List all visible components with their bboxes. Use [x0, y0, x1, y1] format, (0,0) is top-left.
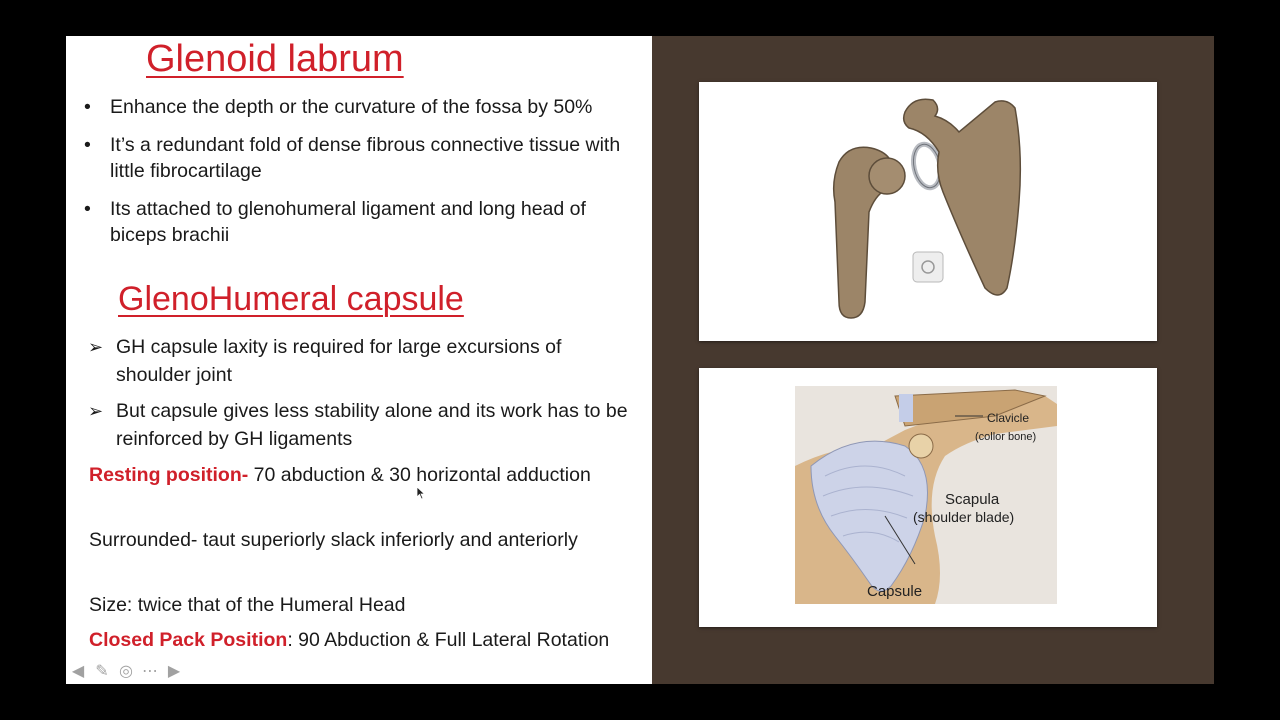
- image-panel: [652, 36, 1214, 684]
- previous-slide-icon[interactable]: ◀: [71, 663, 85, 680]
- slide-navigation: [66, 659, 198, 683]
- list-item: ➢ But capsule gives less stability alone and its work has to be reinforced by GH ligaments: [88, 397, 628, 453]
- shoulder-capsule-illustration: [795, 386, 1057, 604]
- pen-tool-icon[interactable]: ✎: [95, 663, 109, 680]
- shoulder-blade-label: (shoulder blade): [913, 509, 1015, 525]
- menu-icon[interactable]: ⋯: [142, 663, 158, 680]
- resting-position-text: Resting position- 70 abduction & 30 horizontal adduction: [89, 464, 591, 486]
- list-item: ➢ GH capsule laxity is required for large excursions of shoulder joint: [88, 333, 628, 389]
- size-text: Size: twice that of the Humeral Head: [89, 594, 406, 616]
- arrow-bullet-icon: ➢: [88, 401, 104, 421]
- bullet-dot-icon: •: [84, 134, 91, 156]
- image-placeholder-icon: [913, 252, 943, 282]
- glenoid-labrum-figure: [699, 82, 1157, 341]
- capsule-figure: [699, 368, 1157, 627]
- surrounded-text: Surrounded- taut superiorly slack inferiorly and anteriorly: [89, 529, 578, 551]
- list-item: • Its attached to glenohumeral ligament and long head of biceps brachii: [84, 198, 586, 246]
- capsule-bullet-list: [88, 333, 628, 461]
- list-item: • It’s a redundant fold of dense fibrous connective tissue with little fibrocartilage: [84, 134, 621, 182]
- clavicle-label: Clavicle: [987, 411, 1030, 425]
- shoulder-bones-illustration: [809, 92, 1049, 332]
- arrow-bullet-icon: ➢: [88, 337, 104, 357]
- scapula-label: Scapula: [945, 491, 1000, 508]
- zoom-icon[interactable]: ◎: [119, 663, 133, 680]
- mouse-cursor-icon: [416, 486, 426, 500]
- list-item: • Enhance the depth or the curvature of the fossa by 50%: [84, 96, 593, 118]
- collar-bone-label: (collor bone): [975, 431, 1037, 443]
- labrum-bullet-list: [84, 94, 624, 260]
- title-glenoid-labrum: Glenoid labrum: [146, 38, 404, 80]
- humeral-head: [869, 158, 905, 194]
- closed-pack-text: Closed Pack Position: 90 Abduction & Full Lateral Rotation: [89, 629, 610, 651]
- next-slide-icon[interactable]: ▶: [167, 663, 181, 680]
- bullet-dot-icon: •: [84, 96, 91, 118]
- bullet-dot-icon: •: [84, 198, 91, 220]
- slide: [66, 36, 1214, 684]
- text-panel: [66, 36, 652, 684]
- title-glenohumeral-capsule: GlenoHumeral capsule: [118, 280, 464, 318]
- capsule-label: Capsule: [867, 583, 923, 600]
